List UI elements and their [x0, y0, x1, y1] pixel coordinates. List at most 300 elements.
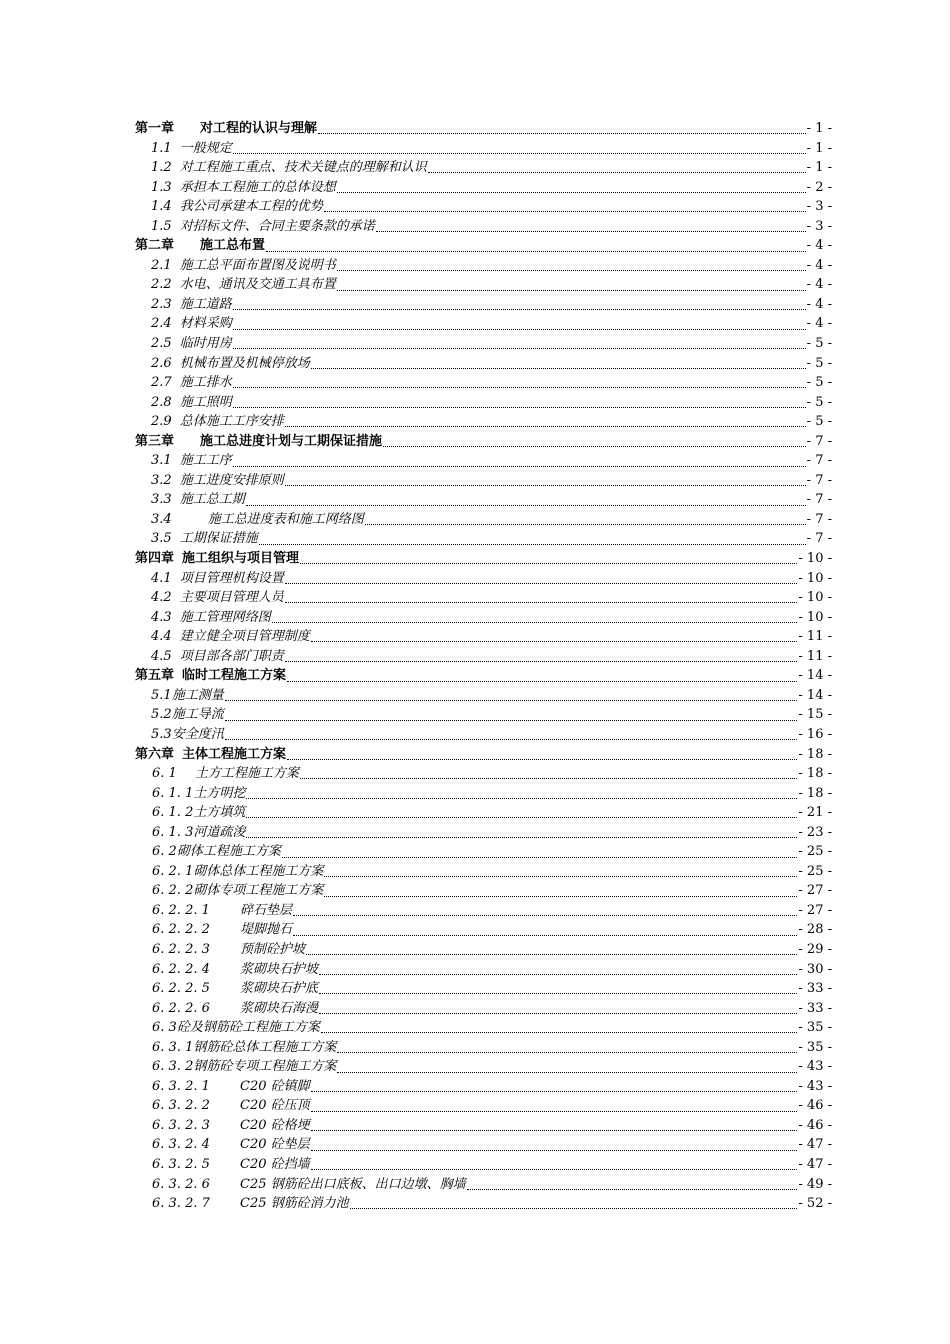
- toc-page-number: - 35 -: [798, 1039, 832, 1055]
- toc-entry-text: 施工道路: [179, 296, 232, 312]
- toc-dot-leader: [311, 1150, 798, 1151]
- toc-entry-title: [151, 158, 427, 178]
- toc-entry-title: [151, 275, 336, 295]
- toc-dot-leader: [300, 563, 797, 564]
- toc-entry-text: 钢筋砼总体工程施工方案: [193, 1039, 337, 1055]
- table-of-contents: [135, 119, 832, 1214]
- toc-entry[interactable]: [135, 1038, 832, 1058]
- toc-dot-leader: [272, 622, 798, 623]
- toc-entry-title: [151, 490, 245, 510]
- toc-entry-title: [152, 1057, 336, 1077]
- toc-entry-text: 水电、通讯及交通工具布置: [179, 277, 336, 293]
- toc-entry-number: 6. 3. 2. 3: [152, 1117, 210, 1133]
- toc-dot-leader: [285, 583, 798, 584]
- toc-entry-title: [152, 803, 245, 823]
- toc-entry-title: [152, 999, 318, 1019]
- toc-entry-text: 项目部各部门职责: [179, 648, 284, 664]
- toc-entry-number: 1.3: [151, 179, 172, 195]
- toc-dot-leader: [383, 446, 806, 447]
- toc-entry-text: 施工总平面布置图及说明书: [179, 257, 336, 273]
- toc-entry-text: 河道疏浚: [193, 824, 246, 840]
- toc-entry-number: 2.3: [151, 296, 172, 312]
- toc-entry[interactable]: [135, 920, 832, 940]
- toc-dot-leader: [350, 1208, 798, 1209]
- toc-page-number: - 7 -: [806, 453, 832, 469]
- toc-entry[interactable]: [135, 178, 832, 198]
- toc-entry-title: [151, 705, 224, 725]
- toc-entry[interactable]: [135, 139, 832, 159]
- toc-entry[interactable]: [135, 705, 832, 725]
- toc-entry[interactable]: [135, 1194, 832, 1214]
- toc-entry-number: 5.2: [151, 707, 172, 723]
- toc-entry-number: 2.1: [151, 257, 172, 273]
- toc-entry[interactable]: [135, 471, 832, 491]
- toc-entry[interactable]: [135, 940, 832, 960]
- toc-entry-title: [152, 1096, 310, 1116]
- toc-dot-leader: [225, 700, 798, 701]
- toc-entry-title: [151, 256, 336, 276]
- toc-page-number: - 46 -: [798, 1117, 832, 1133]
- toc-entry-number: 2.5: [151, 336, 172, 352]
- toc-entry-text: 施工总工期: [179, 492, 245, 508]
- toc-entry[interactable]: [135, 686, 832, 706]
- toc-entry[interactable]: [135, 295, 832, 315]
- toc-dot-leader: [324, 211, 806, 212]
- toc-dot-leader: [246, 837, 797, 838]
- toc-dot-leader: [233, 466, 806, 467]
- toc-entry-number: 第六章: [135, 746, 175, 762]
- toc-entry[interactable]: [135, 960, 832, 980]
- toc-page-number: - 1 -: [806, 160, 832, 176]
- toc-entry-text: 土方工程施工方案: [194, 766, 299, 782]
- toc-page-number: - 33 -: [798, 1000, 832, 1016]
- toc-entry-number: 6. 2. 2. 1: [152, 902, 210, 918]
- toc-entry[interactable]: [135, 1116, 832, 1136]
- toc-entry[interactable]: [135, 999, 832, 1019]
- toc-entry-number: 6. 2. 2. 5: [152, 981, 210, 997]
- toc-chapter-entry[interactable]: [135, 119, 832, 139]
- toc-entry-text: 土方填筑: [193, 805, 246, 821]
- toc-entry-text: 施工管理网络图: [179, 609, 271, 625]
- toc-dot-leader: [311, 368, 806, 369]
- toc-chapter-entry[interactable]: [135, 666, 832, 686]
- toc-entry-text: 一般规定: [179, 140, 232, 156]
- toc-page-number: - 10 -: [798, 590, 832, 606]
- toc-entry-number: 3.2: [151, 472, 172, 488]
- toc-entry[interactable]: [135, 784, 832, 804]
- toc-entry[interactable]: [135, 158, 832, 178]
- toc-dot-leader: [225, 720, 798, 721]
- toc-entry-number: 6. 1: [152, 766, 177, 782]
- toc-page-number: - 14 -: [798, 668, 832, 684]
- toc-entry[interactable]: [135, 647, 832, 667]
- toc-entry-text: C20 砼镇脚: [240, 1078, 310, 1094]
- toc-entry-text: 安全度汛: [171, 726, 224, 742]
- toc-entry-number: 第四章: [135, 551, 175, 567]
- toc-entry[interactable]: [135, 314, 832, 334]
- toc-dot-leader: [376, 231, 806, 232]
- toc-dot-leader: [467, 1189, 798, 1190]
- toc-entry-title: [152, 1077, 310, 1097]
- toc-dot-leader: [233, 387, 806, 388]
- toc-entry-title: [151, 725, 224, 745]
- toc-entry-number: 3.4: [151, 511, 172, 527]
- toc-dot-leader: [324, 896, 797, 897]
- toc-page-number: - 1 -: [806, 140, 832, 156]
- toc-dot-leader: [319, 1013, 797, 1014]
- toc-entry-text: 建立健全项目管理制度: [179, 629, 310, 645]
- toc-entry[interactable]: [135, 412, 832, 432]
- toc-entry[interactable]: [135, 1175, 832, 1195]
- toc-entry-title: [151, 197, 323, 217]
- toc-entry[interactable]: [135, 1077, 832, 1097]
- toc-dot-leader: [306, 954, 797, 955]
- toc-page-number: - 5 -: [806, 355, 832, 371]
- toc-entry-number: 6. 2. 2: [152, 883, 194, 899]
- toc-entry-text: 主要项目管理人员: [179, 590, 284, 606]
- toc-entry-text: C20 砼垫层: [240, 1137, 310, 1153]
- toc-dot-leader: [285, 485, 806, 486]
- toc-entry-text: 我公司承建本工程的优势: [179, 199, 323, 215]
- toc-entry-title: [151, 217, 375, 237]
- toc-entry[interactable]: [135, 979, 832, 999]
- toc-entry-number: 6. 2. 2. 6: [152, 1000, 210, 1016]
- toc-entry-title: [151, 334, 232, 354]
- toc-entry-title: [152, 1155, 310, 1175]
- toc-entry[interactable]: [135, 842, 832, 862]
- toc-page-number: - 28 -: [798, 922, 832, 938]
- toc-page-number: - 18 -: [798, 746, 832, 762]
- toc-dot-leader: [285, 602, 798, 603]
- toc-page-number: - 7 -: [806, 531, 832, 547]
- toc-entry-number: 6. 3: [152, 1020, 177, 1036]
- toc-entry[interactable]: [135, 256, 832, 276]
- toc-entry-title: [152, 960, 318, 980]
- toc-entry-title: [152, 881, 323, 901]
- toc-entry-title: [151, 314, 232, 334]
- toc-dot-leader: [311, 1091, 798, 1092]
- toc-entry-title: [135, 745, 286, 765]
- toc-entry[interactable]: [135, 881, 832, 901]
- toc-entry-title: [152, 784, 245, 804]
- toc-entry-number: 6. 3. 2. 4: [152, 1137, 210, 1153]
- toc-dot-leader: [311, 1111, 798, 1112]
- toc-entry-title: [152, 842, 281, 862]
- toc-page-number: - 10 -: [798, 609, 832, 625]
- toc-entry[interactable]: [135, 334, 832, 354]
- toc-dot-leader: [246, 798, 797, 799]
- toc-entry-title: [151, 139, 232, 159]
- toc-page-number: - 43 -: [798, 1059, 832, 1075]
- toc-page-number: - 35 -: [798, 1020, 832, 1036]
- toc-entry-text: 砌体总体工程施工方案: [193, 863, 324, 879]
- toc-entry[interactable]: [135, 197, 832, 217]
- toc-dot-leader: [225, 739, 798, 740]
- toc-entry-title: [151, 451, 232, 471]
- toc-entry-title: [151, 354, 310, 374]
- toc-entry[interactable]: [135, 373, 832, 393]
- toc-entry-text: 土方明挖: [193, 785, 246, 801]
- toc-page-number: - 27 -: [798, 902, 832, 918]
- toc-entry-title: [135, 236, 265, 256]
- toc-entry-number: 6. 2. 2. 2: [152, 922, 210, 938]
- toc-entry-text: 临时用房: [179, 336, 232, 352]
- toc-entry-text: 主体工程施工方案: [182, 746, 287, 762]
- toc-entry-number: 2.4: [151, 316, 172, 332]
- toc-entry-text: 工期保证措施: [179, 531, 258, 547]
- toc-entry-number: 1.1: [151, 140, 172, 156]
- toc-entry-title: [152, 1135, 310, 1155]
- toc-entry-title: [135, 432, 382, 452]
- toc-entry-number: 1.2: [151, 160, 172, 176]
- toc-entry-number: 4.1: [151, 570, 172, 586]
- toc-entry-number: 5.1: [151, 687, 172, 703]
- toc-page-number: - 5 -: [806, 375, 832, 391]
- toc-entry[interactable]: [135, 354, 832, 374]
- toc-page-number: - 5 -: [806, 414, 832, 430]
- toc-page-number: - 47 -: [798, 1156, 832, 1172]
- toc-entry[interactable]: [135, 823, 832, 843]
- toc-entry-title: [151, 627, 310, 647]
- toc-entry[interactable]: [135, 862, 832, 882]
- toc-entry-text: 材料采购: [179, 316, 232, 332]
- toc-entry-number: 6. 2: [152, 844, 177, 860]
- toc-entry-title: [152, 1018, 320, 1038]
- toc-entry-number: 4.4: [151, 629, 172, 645]
- toc-entry[interactable]: [135, 627, 832, 647]
- toc-page-number: - 5 -: [806, 394, 832, 410]
- toc-entry[interactable]: [135, 725, 832, 745]
- toc-entry[interactable]: [135, 451, 832, 471]
- toc-entry-text: 砌体工程施工方案: [176, 844, 281, 860]
- toc-entry-number: 5.3: [151, 726, 172, 742]
- toc-entry[interactable]: [135, 588, 832, 608]
- toc-entry-number: 2.2: [151, 277, 172, 293]
- toc-entry[interactable]: [135, 393, 832, 413]
- toc-dot-leader: [311, 1130, 798, 1131]
- toc-entry-title: [151, 471, 284, 491]
- toc-entry-title: [152, 1175, 466, 1195]
- toc-dot-leader: [337, 1052, 797, 1053]
- toc-entry[interactable]: [135, 608, 832, 628]
- toc-entry-title: [152, 823, 245, 843]
- toc-entry-text: 浆砌块石海漫: [240, 1000, 319, 1016]
- toc-chapter-entry[interactable]: [135, 549, 832, 569]
- toc-dot-leader: [321, 1032, 798, 1033]
- toc-entry-number: 第五章: [135, 668, 175, 684]
- toc-page-number: - 1 -: [806, 121, 832, 136]
- toc-page-number: - 2 -: [806, 179, 832, 195]
- toc-entry[interactable]: [135, 510, 832, 530]
- toc-page-number: - 18 -: [798, 766, 832, 782]
- toc-entry-text: 施工进度安排原则: [179, 472, 284, 488]
- toc-entry[interactable]: [135, 529, 832, 549]
- toc-entry-text: 承担本工程施工的总体设想: [179, 179, 336, 195]
- toc-page-number: - 46 -: [798, 1098, 832, 1114]
- toc-entry[interactable]: [135, 1057, 832, 1077]
- toc-page-number: - 3 -: [806, 199, 832, 215]
- toc-entry-title: [151, 295, 232, 315]
- toc-page-number: - 25 -: [798, 863, 832, 879]
- toc-entry[interactable]: [135, 803, 832, 823]
- toc-entry-text: 浆砌块石护底: [240, 981, 319, 997]
- toc-page-number: - 7 -: [806, 511, 832, 527]
- toc-entry-title: [152, 1116, 310, 1136]
- toc-entry-number: 6. 3. 2. 2: [152, 1098, 210, 1114]
- toc-dot-leader: [337, 1072, 797, 1073]
- toc-entry[interactable]: [135, 1155, 832, 1175]
- toc-entry-title: [151, 178, 336, 198]
- toc-entry-text: 施工导流: [171, 707, 224, 723]
- toc-entry[interactable]: [135, 490, 832, 510]
- toc-entry-number: 4.3: [151, 609, 172, 625]
- toc-entry-number: 6. 3. 2: [152, 1059, 194, 1075]
- toc-dot-leader: [246, 505, 806, 506]
- toc-entry-text: C20 砼挡墙: [240, 1156, 310, 1172]
- toc-entry-number: 4.2: [151, 590, 172, 606]
- toc-entry-text: 施工总进度表和施工网络图: [207, 511, 364, 527]
- toc-dot-leader: [300, 778, 798, 779]
- toc-entry-text: 钢筋砼专项工程施工方案: [193, 1059, 337, 1075]
- toc-dot-leader: [233, 153, 806, 154]
- toc-entry-title: [151, 569, 284, 589]
- toc-entry-title: [152, 1194, 349, 1214]
- toc-entry-title: [151, 510, 364, 530]
- toc-dot-leader: [319, 993, 797, 994]
- toc-dot-leader: [233, 407, 806, 408]
- toc-entry-number: 3.1: [151, 453, 172, 469]
- toc-entry-number: 2.6: [151, 355, 172, 371]
- toc-page-number: - 11 -: [798, 629, 832, 645]
- toc-entry[interactable]: [135, 217, 832, 237]
- toc-dot-leader: [311, 1169, 798, 1170]
- toc-dot-leader: [246, 817, 797, 818]
- toc-entry-text: 施工组织与项目管理: [182, 551, 300, 567]
- toc-entry-text: 对工程的认识与理解: [200, 121, 318, 136]
- toc-entry-number: 6. 1. 2: [152, 805, 194, 821]
- toc-dot-leader: [266, 251, 806, 252]
- toc-entry-title: [151, 686, 224, 706]
- toc-entry-title: [135, 549, 299, 569]
- toc-entry-text: 机械布置及机械停放场: [179, 355, 310, 371]
- toc-page-number: - 4 -: [806, 277, 832, 293]
- toc-chapter-entry[interactable]: [135, 432, 832, 452]
- toc-entry-number: 第一章: [135, 121, 175, 136]
- toc-entry-number: 6. 3. 2. 1: [152, 1078, 210, 1094]
- toc-entry-number: 3.5: [151, 531, 172, 547]
- toc-page-number: - 10 -: [798, 570, 832, 586]
- toc-page-number: - 14 -: [798, 687, 832, 703]
- toc-page-number: - 4 -: [806, 296, 832, 312]
- toc-chapter-entry[interactable]: [135, 236, 832, 256]
- toc-page-number: - 10 -: [798, 551, 832, 567]
- toc-dot-leader: [337, 290, 806, 291]
- toc-entry-title: [151, 393, 232, 413]
- toc-entry-number: 6. 3. 2. 5: [152, 1156, 210, 1172]
- toc-page-number: - 43 -: [798, 1078, 832, 1094]
- toc-entry-title: [151, 412, 284, 432]
- toc-entry-number: 6. 1. 3: [152, 824, 194, 840]
- toc-page-number: - 29 -: [798, 941, 832, 957]
- toc-entry-title: [151, 529, 258, 549]
- toc-entry-number: 6. 3. 2. 7: [152, 1196, 210, 1212]
- toc-entry-title: [135, 119, 317, 139]
- toc-entry-number: 6. 2. 2. 4: [152, 961, 210, 977]
- toc-entry-number: 1.5: [151, 218, 172, 234]
- toc-page-number: - 33 -: [798, 981, 832, 997]
- toc-entry-title: [151, 373, 232, 393]
- toc-page-number: - 30 -: [798, 961, 832, 977]
- toc-page-number: - 4 -: [806, 238, 832, 254]
- toc-entry-text: 施工排水: [179, 375, 232, 391]
- toc-page-number: - 52 -: [798, 1196, 832, 1212]
- toc-dot-leader: [337, 270, 806, 271]
- toc-entry-number: 2.8: [151, 394, 172, 410]
- toc-entry-text: 总体施工工序安排: [179, 414, 284, 430]
- toc-entry[interactable]: [135, 1018, 832, 1038]
- toc-page-number: - 21 -: [798, 805, 832, 821]
- toc-entry[interactable]: [135, 764, 832, 784]
- toc-page-number: - 7 -: [806, 492, 832, 508]
- toc-page-number: - 18 -: [798, 785, 832, 801]
- toc-page-number: - 3 -: [806, 218, 832, 234]
- toc-entry-text: 对招标文件、合同主要条款的承诺: [179, 218, 375, 234]
- toc-entry-number: 6. 3. 2. 6: [152, 1176, 210, 1192]
- toc-dot-leader: [287, 681, 797, 682]
- toc-dot-leader: [285, 661, 798, 662]
- toc-entry-text: 施工照明: [179, 394, 232, 410]
- toc-dot-leader: [287, 759, 797, 760]
- toc-dot-leader: [324, 876, 797, 877]
- toc-page-number: - 11 -: [798, 648, 832, 664]
- toc-entry-text: 施工总进度计划与工期保证措施: [200, 433, 383, 449]
- toc-dot-leader: [259, 544, 806, 545]
- toc-entry-title: [135, 666, 286, 686]
- toc-entry-text: 浆砌块石护坡: [240, 961, 319, 977]
- toc-dot-leader: [282, 857, 798, 858]
- toc-dot-leader: [337, 192, 806, 193]
- toc-entry-number: 6. 2. 1: [152, 863, 194, 879]
- toc-entry-title: [151, 588, 284, 608]
- toc-page-number: - 27 -: [798, 883, 832, 899]
- toc-entry[interactable]: [135, 1096, 832, 1116]
- toc-dot-leader: [293, 935, 797, 936]
- toc-entry-text: 施工工序: [179, 453, 232, 469]
- toc-page-number: - 4 -: [806, 257, 832, 273]
- toc-entry[interactable]: [135, 569, 832, 589]
- toc-dot-leader: [318, 133, 806, 134]
- toc-entry[interactable]: [135, 275, 832, 295]
- toc-entry-text: 施工测量: [171, 687, 224, 703]
- toc-page-number: - 15 -: [798, 707, 832, 723]
- toc-entry-title: [152, 979, 318, 999]
- toc-chapter-entry[interactable]: [135, 745, 832, 765]
- toc-entry-text: C25 钢筋砼消力池: [240, 1196, 349, 1212]
- toc-entry-number: 3.3: [151, 492, 172, 508]
- toc-dot-leader: [311, 641, 798, 642]
- toc-entry-text: C25 钢筋砼出口底板、出口边墩、胸墙: [240, 1176, 466, 1192]
- toc-entry[interactable]: [135, 1135, 832, 1155]
- toc-entry-text: 砼及钢筋砼工程施工方案: [176, 1020, 320, 1036]
- toc-entry-text: 临时工程施工方案: [182, 668, 287, 684]
- toc-entry-number: 2.9: [151, 414, 172, 430]
- toc-page-number: - 5 -: [806, 336, 832, 352]
- toc-dot-leader: [233, 348, 806, 349]
- toc-page-number: - 7 -: [806, 472, 832, 488]
- toc-dot-leader: [285, 426, 806, 427]
- toc-entry[interactable]: [135, 901, 832, 921]
- toc-page-number: - 25 -: [798, 844, 832, 860]
